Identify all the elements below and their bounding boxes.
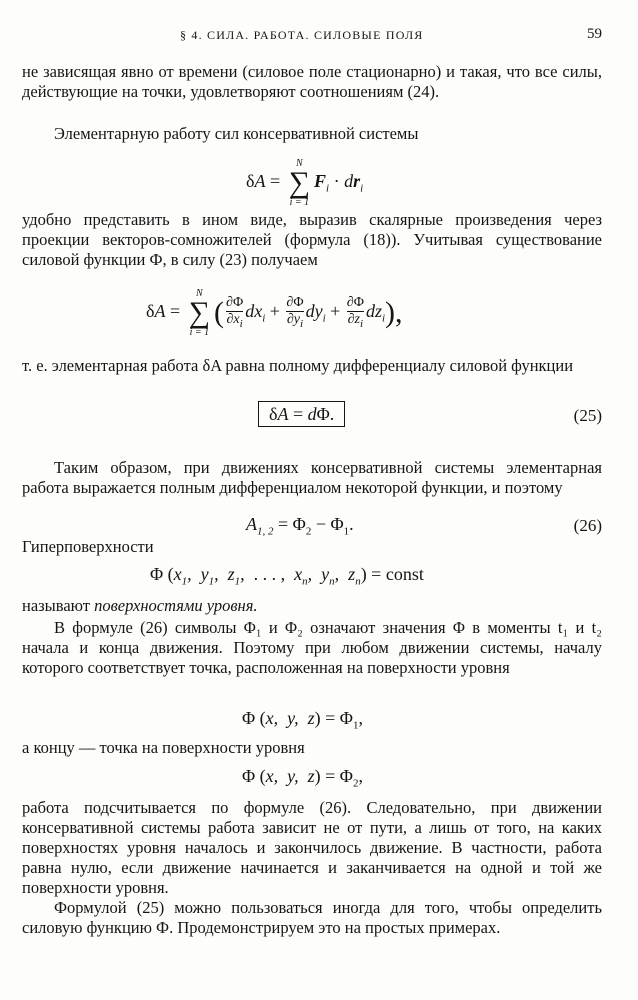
equation-hypersurface: Φ ($x_1$, $y_1$, $z_1$, . . . , $x_n$, $y_n$, $z_n$) = const	[150, 564, 424, 588]
paragraph-2: Элементарную работу сил консервативной системы	[54, 124, 419, 143]
paragraph-4: т. е. элементарная работа δA равна полному дифференциалу силовой функции	[22, 356, 574, 375]
equation-25: δA = dΦ. (25)	[0, 400, 638, 436]
paragraph-11: Формулой (25) можно пользоваться иногда для того, чтобы определить силовую функцию Ф. Продемонстрируем это на простых примерах.	[22, 898, 602, 937]
equation-25-number: (25)	[573, 406, 602, 425]
equation-26-number: (26)	[573, 516, 602, 535]
paragraph-5: Таким образом, при движениях консервативной системы элементарная работа выражается полным дифференциалом некоторой функции, и поэтому	[22, 458, 602, 497]
paragraph-9: а концу — точка на поверхности уровня	[22, 738, 305, 757]
paragraph-8: В формуле (26) символы Φ₁ и Φ₂ означают значения Φ в моменты t₁ и t₂ начала и конца движения. Поэтому при любом движении системы, началу которого соответствует точка, расположенная на поверхности уровня	[22, 618, 602, 677]
equation-26: $A_{1, 2} = \Phi_2 - \Phi_1$. (26)	[246, 514, 602, 538]
equation-work-expanded: δA = N ∑ i = 1 ( $\frac{\partial\Phi}{\partial x_i}$ $dx_i$ + $\frac{\partial\Phi}{\partial y_i}$ $dy_i$ + $\frac{\partial\Phi}{\partial z_i}$ $dz_i$),	[146, 288, 403, 338]
paragraph-1: не зависящая явно от времени (силовое поле стационарно) и такая, что все силы, действующие на точки, удовлетворяют соотношениям (24).	[22, 62, 602, 101]
running-title: § 4. СИЛА. РАБОТА. СИЛОВЫЕ ПОЛЯ	[180, 28, 424, 42]
paragraph-10: работа подсчитывается по формуле (26). Следовательно, при движении консервативной системы работа зависит не от пути, а лишь от того, на каких поверхностях уровня началось и закончилось движение. В частности, работа равна нулю, если движение начинается и заканчивается на одной и той же поверхности уровня.	[22, 798, 602, 897]
page-header	[0, 26, 638, 48]
equation-level-start: Φ (x, y, $z) = \Phi_1$,	[242, 708, 363, 732]
paragraph-7: называют поверхностями уровня.	[22, 596, 258, 615]
equation-level-end: Φ (x, y, $z) = \Phi_2$,	[242, 766, 363, 790]
term-level-surfaces: поверхностями уровня.	[94, 596, 258, 615]
paragraph-6: Гиперповерхности	[22, 537, 154, 556]
page-number: 59	[587, 26, 602, 42]
equation-elementary-work: δA = N ∑ i = 1 $F_i \cdot dr_i$	[246, 158, 364, 208]
paragraph-3: удобно представить в ином виде, выразив скалярные произведения через проекции векторов-сомножителей (формула (18)). Учитывая существование силовой функции Ф, в силу (23) получаем	[22, 210, 602, 269]
